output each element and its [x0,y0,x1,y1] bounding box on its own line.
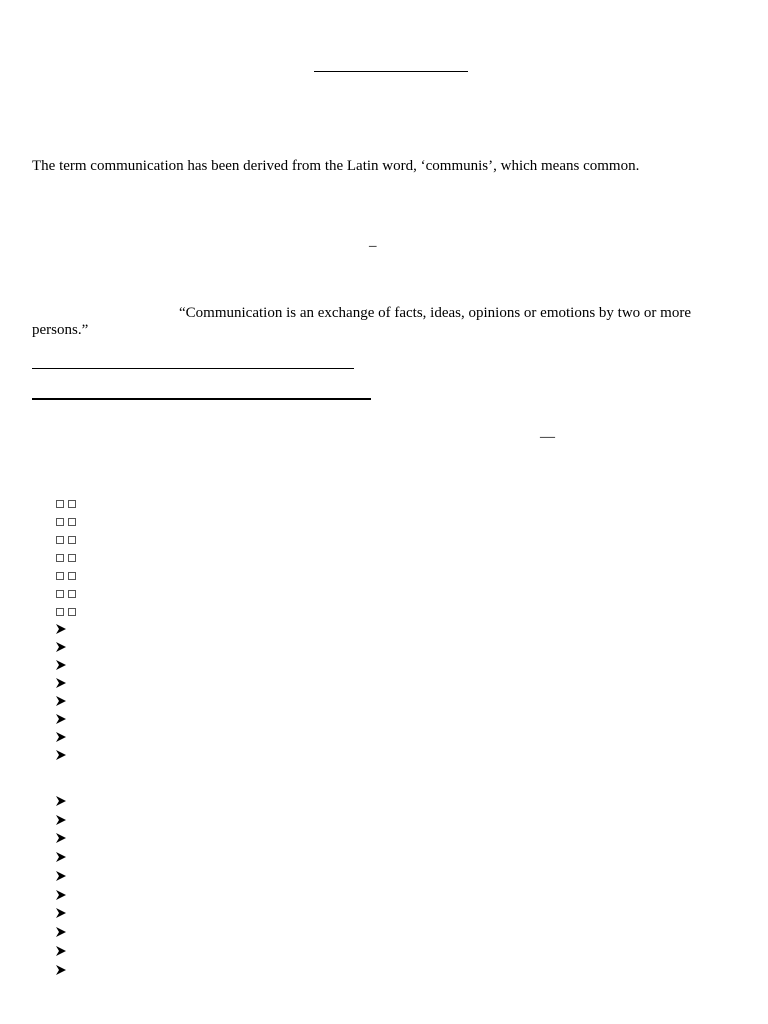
arrowhead-bullet-icon [55,641,67,653]
arrowhead-bullet-icon [55,870,67,882]
heading-underline-2 [32,398,371,400]
arrowhead-bullet-icon [55,945,67,957]
arrowhead-bullet-icon [55,731,67,743]
definition-quote-line1: “Communication is an exchange of facts, ideas, opinions or emotions by two or more [179,305,691,321]
heading-dash: – [369,238,377,254]
arrowhead-bullet-icon [55,814,67,826]
definition-quote-line2: persons.” [32,322,89,338]
heading-underline-1 [32,368,354,369]
arrowhead-bullet-icon [55,623,67,635]
arrowhead-bullet-icon [55,695,67,707]
title-underline [314,71,468,72]
box-bullet-icon [56,571,80,583]
arrowhead-bullet-icon [55,907,67,919]
arrowhead-bullet-icon [55,926,67,938]
arrowhead-bullet-icon [55,659,67,671]
arrowhead-bullet-icon [55,964,67,976]
arrowhead-bullet-icon [55,749,67,761]
box-bullet-icon [56,607,80,619]
arrowhead-bullet-icon [55,832,67,844]
box-bullet-icon [56,499,80,511]
arrowhead-bullet-icon [55,713,67,725]
box-bullet-icon [56,535,80,547]
arrowhead-bullet-icon [55,851,67,863]
heading-dash-long: — [540,429,555,445]
box-bullet-icon [56,553,80,565]
box-bullet-icon [56,589,80,601]
arrowhead-bullet-icon [55,677,67,689]
box-bullet-icon [56,517,80,529]
arrowhead-bullet-icon [55,795,67,807]
intro-paragraph: The term communication has been derived from the Latin word, ‘communis’, which means common. [32,158,640,174]
arrowhead-bullet-icon [55,889,67,901]
